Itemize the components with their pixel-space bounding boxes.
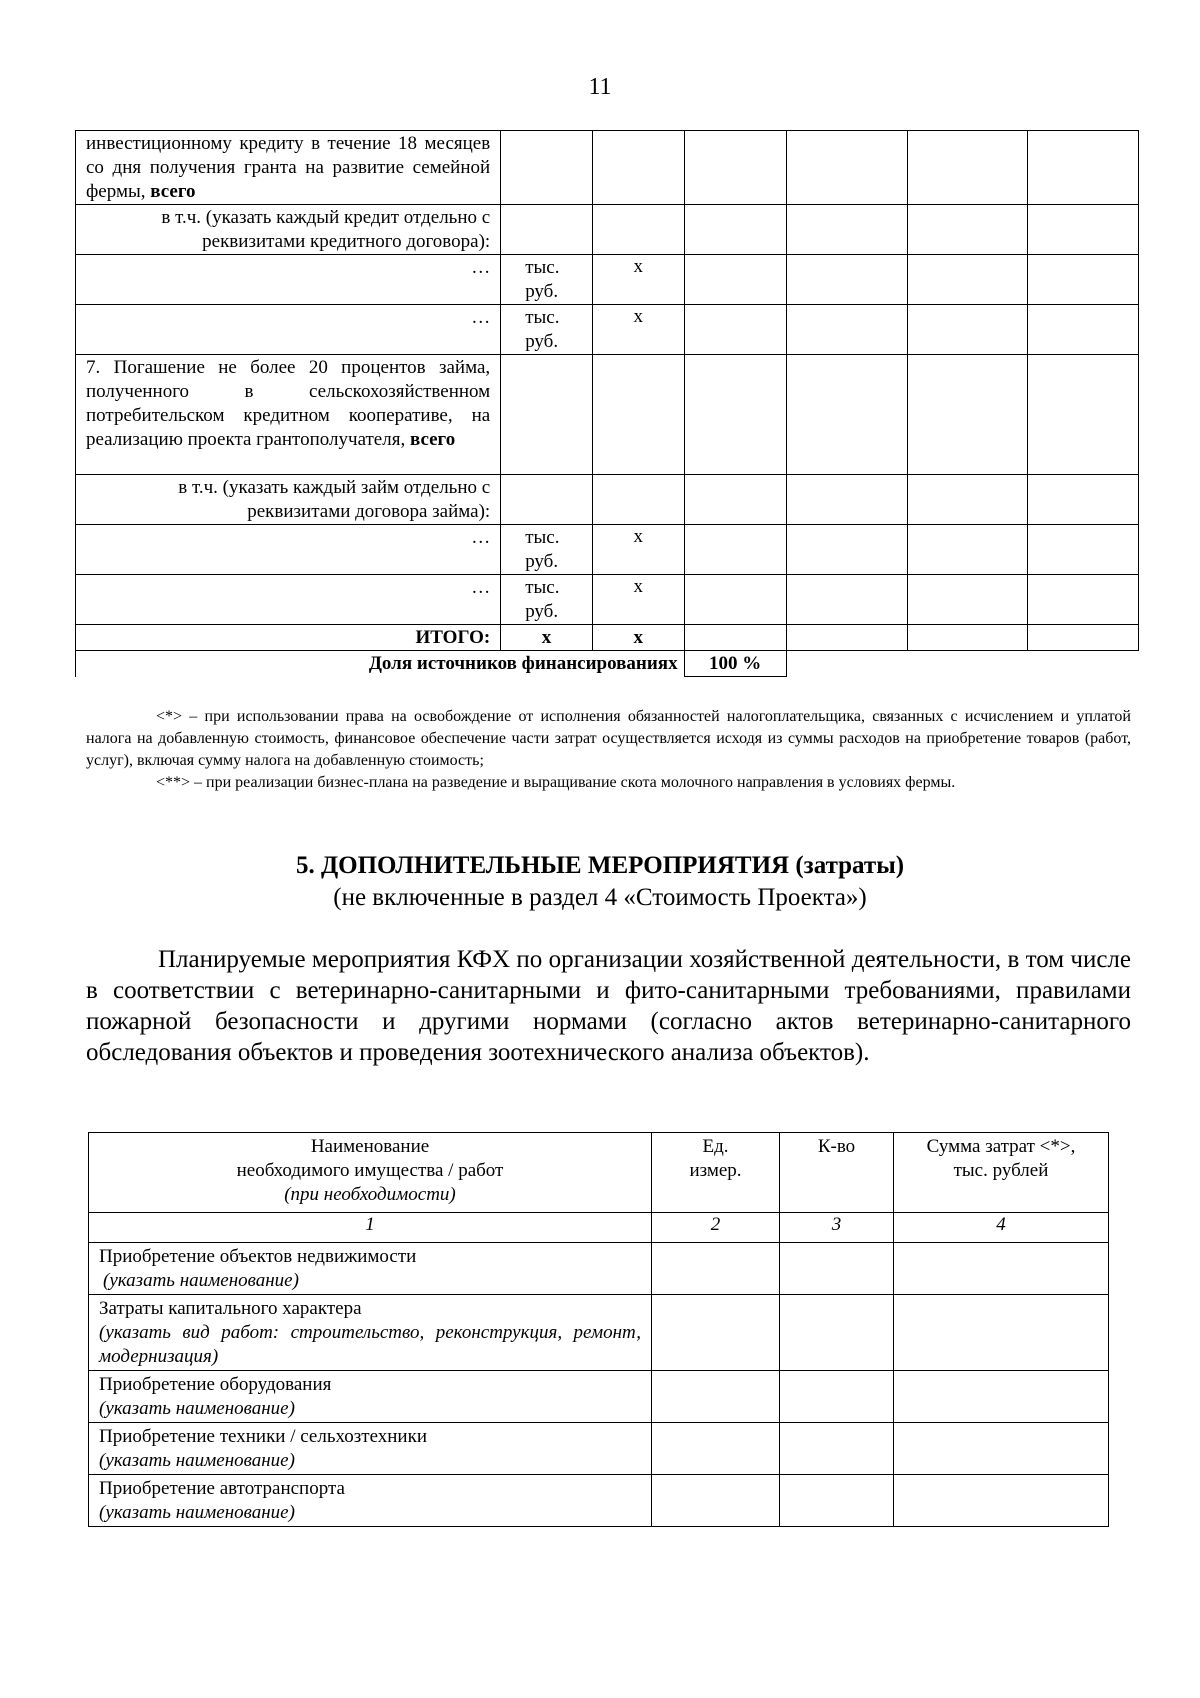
row-hint: (указать вид работ: строительство, реконструкция, ремонт, модернизация) [99, 1322, 641, 1367]
table-cell[interactable] [501, 355, 593, 475]
table-cell[interactable] [780, 1295, 894, 1371]
col-number: 1 [89, 1213, 652, 1243]
row-title: Приобретение техники / сельхозтехники [99, 1426, 427, 1447]
table-cell[interactable] [1028, 625, 1139, 651]
total-mark: х [501, 625, 593, 651]
page-number: 11 [588, 74, 612, 100]
unit-cell: тыс. руб. [501, 255, 593, 305]
column-numbers-row [89, 1213, 1109, 1243]
table-cell[interactable] [684, 525, 786, 575]
unit-cell: тыс. руб. [501, 575, 593, 625]
table-cell[interactable] [786, 625, 907, 651]
footnote: <*> – при использовании права на освобождение от исполнения обязанностей налогоплательщика, связанных с исчислением и уплатой налога на добавленную стоимость, финансовое обеспечение части затрат осуществляется исходя из суммы расходов на приобретение товаров (работ, услуг), включая сумму налога на добавленную стоимость; [86, 708, 1131, 769]
mark-cell: х [592, 575, 684, 625]
table-cell[interactable] [907, 305, 1028, 355]
table-cell[interactable] [907, 625, 1028, 651]
unit-cell: тыс. руб. [501, 525, 593, 575]
row-label [89, 1371, 652, 1423]
table-cell[interactable] [1028, 131, 1139, 205]
row-label: в т.ч. (указать каждый займ отдельно с реквизитами договора займа): [76, 475, 501, 525]
row-label: инвестиционному кредиту в течение 18 месяцев со дня получения гранта на развитие семейной фермы, всего [76, 131, 501, 205]
row-hint: (указать наименование) [99, 1450, 295, 1471]
table-cell[interactable] [684, 475, 786, 525]
table-row [76, 525, 1139, 575]
header-sum [894, 1133, 1109, 1213]
header-unit: Ед. измер. [652, 1133, 780, 1213]
table-cell[interactable] [786, 305, 907, 355]
row-label [89, 1243, 652, 1295]
table-cell[interactable] [907, 255, 1028, 305]
table-cell[interactable] [652, 1243, 780, 1295]
table-cell[interactable] [786, 355, 907, 475]
mark-cell: х [592, 525, 684, 575]
row-title: Приобретение оборудования [99, 1374, 332, 1395]
header-text: Наименование [310, 1136, 430, 1157]
share-label: Доля источников финансированиях [76, 651, 685, 677]
section-subtitle: (не включенные в раздел 4 «Стоимость Проекта») [333, 884, 867, 911]
header-text: тыс. рублей [953, 1160, 1049, 1181]
table-cell[interactable] [894, 1371, 1109, 1423]
table-cell[interactable] [907, 205, 1028, 255]
table-cell[interactable] [501, 131, 593, 205]
table-cell[interactable] [684, 305, 786, 355]
table-cell[interactable] [907, 475, 1028, 525]
row-label [89, 1423, 652, 1475]
section-paragraph: Планируемые мероприятия КФХ по организации хозяйственной деятельности, в том числе в соответствии с ветеринарно-санитарными и фито-санитарными требованиями, правилами пожарной безопасности и другими нормами (согласно актов ветеринарно-санитарного обследования объектов и проведения зоотехнического анализа объектов). [86, 946, 1131, 1066]
row-label: 7. Погашение не более 20 процентов займа, полученного в сельскохозяйственном потребительском кредитном кооперативе, на реализацию проекта грантополучателя, всего [76, 355, 501, 475]
table-cell[interactable] [786, 475, 907, 525]
table-cell[interactable] [684, 205, 786, 255]
table-cell[interactable] [780, 1423, 894, 1475]
table-cell[interactable] [1028, 305, 1139, 355]
row-title: Приобретение объектов недвижимости [99, 1246, 417, 1267]
table-row [76, 131, 1139, 205]
row-label: … [76, 575, 501, 625]
header-text: (при необходимости) [284, 1184, 456, 1205]
table-cell[interactable] [652, 1475, 780, 1527]
table-cell[interactable] [907, 525, 1028, 575]
mark-cell: х [592, 255, 684, 305]
table-cell[interactable] [1028, 205, 1139, 255]
table-row [76, 255, 1139, 305]
table-cell[interactable] [684, 131, 786, 205]
row-title: Приобретение автотранспорта [99, 1478, 345, 1499]
share-row [76, 651, 1139, 677]
table-cell[interactable] [786, 205, 907, 255]
footnote: <**> – при реализации бизнес-плана на разведение и выращивание скота молочного направления в условиях фермы. [156, 774, 956, 791]
row-hint: (указать наименование) [99, 1502, 295, 1523]
table-cell[interactable] [780, 1243, 894, 1295]
table-cell[interactable] [894, 1243, 1109, 1295]
col-number: 3 [780, 1213, 894, 1243]
table-cell[interactable] [684, 625, 786, 651]
share-value: 100 % [684, 651, 786, 677]
row-hint: (указать наименование) [103, 1270, 299, 1291]
table-cell[interactable] [1028, 355, 1139, 475]
col-number: 2 [652, 1213, 780, 1243]
table-row [89, 1371, 1109, 1423]
table-cell[interactable] [780, 1475, 894, 1527]
table-row [76, 305, 1139, 355]
table-cell[interactable] [684, 355, 786, 475]
table-cell[interactable] [786, 575, 907, 625]
total-mark: х [592, 625, 684, 651]
header-text: необходимого имущества / работ [236, 1160, 504, 1181]
table-cell[interactable] [1028, 255, 1139, 305]
section-title: 5. ДОПОЛНИТЕЛЬНЫЕ МЕРОПРИЯТИЯ (затраты) [295, 852, 905, 879]
table-cell[interactable] [907, 575, 1028, 625]
table-row [76, 475, 1139, 525]
table-cell[interactable] [684, 575, 786, 625]
row-label: … [76, 525, 501, 575]
table-cell[interactable] [894, 1475, 1109, 1527]
table-cell[interactable] [592, 475, 684, 525]
header-row [89, 1133, 1109, 1213]
financing-sources-table [75, 130, 1139, 677]
total-label: ИТОГО: [76, 625, 501, 651]
table-cell[interactable] [894, 1295, 1109, 1371]
row-hint: (указать наименование) [99, 1398, 295, 1419]
table-row [89, 1423, 1109, 1475]
table-cell[interactable] [1028, 575, 1139, 625]
table-cell[interactable] [907, 355, 1028, 475]
row-label: … [76, 255, 501, 305]
table-row [76, 355, 1139, 475]
table-cell[interactable] [652, 1371, 780, 1423]
table-cell[interactable] [684, 255, 786, 305]
table-cell[interactable] [501, 205, 593, 255]
table-cell[interactable] [786, 255, 907, 305]
table-cell[interactable] [780, 1371, 894, 1423]
mark-cell: х [592, 305, 684, 355]
table-cell[interactable] [786, 525, 907, 575]
total-row [76, 625, 1139, 651]
row-label: в т.ч. (указать каждый кредит отдельно с реквизитами кредитного договора): [76, 205, 501, 255]
row-label [89, 1475, 652, 1527]
header-text: Сумма затрат <*>, [926, 1136, 1076, 1157]
table-row [76, 205, 1139, 255]
table-cell[interactable] [501, 475, 593, 525]
col-number: 4 [894, 1213, 1109, 1243]
table-row [89, 1295, 1109, 1371]
header-qty: К-во [780, 1133, 894, 1213]
share-blank [786, 651, 1138, 677]
table-cell[interactable] [592, 355, 684, 475]
table-cell[interactable] [652, 1295, 780, 1371]
unit-cell: тыс. руб. [501, 305, 593, 355]
row-label: … [76, 305, 501, 355]
table-cell[interactable] [786, 131, 907, 205]
table-row [89, 1475, 1109, 1527]
table-cell[interactable] [894, 1423, 1109, 1475]
table-cell[interactable] [907, 131, 1028, 205]
row-title: Затраты капитального характера [99, 1298, 362, 1319]
table-row [89, 1243, 1109, 1295]
footnotes [86, 706, 1131, 794]
row-label [89, 1295, 652, 1371]
table-cell[interactable] [652, 1423, 780, 1475]
table-cell[interactable] [592, 131, 684, 205]
table-row [76, 575, 1139, 625]
table-cell[interactable] [1028, 475, 1139, 525]
table-cell[interactable] [1028, 525, 1139, 575]
additional-measures-table [88, 1132, 1109, 1527]
header-name [89, 1133, 652, 1213]
table-cell[interactable] [592, 205, 684, 255]
